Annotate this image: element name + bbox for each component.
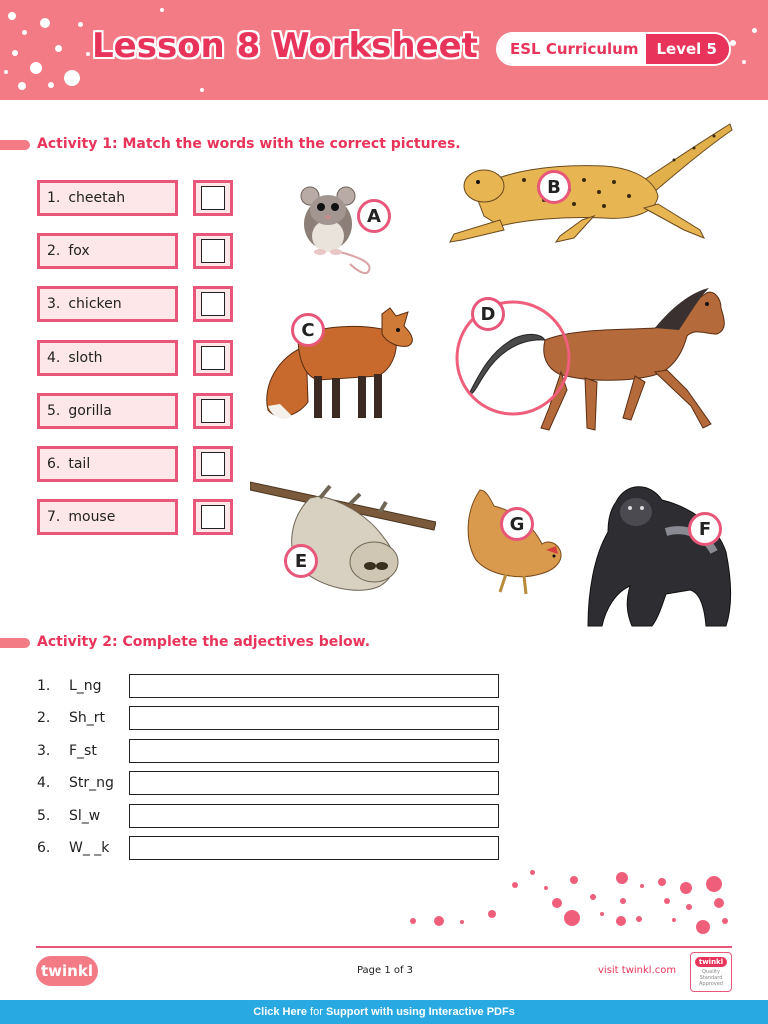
level-label: Level 5 (646, 34, 728, 64)
letter-badge-g: G (500, 507, 534, 541)
answer-input[interactable] (201, 292, 225, 316)
answer-box-mouse (193, 499, 233, 535)
answer-box-cheetah (193, 180, 233, 216)
page-number: Page 1 of 3 (356, 965, 414, 976)
adjective-number: 5. (37, 807, 51, 824)
word-label: chicken (68, 296, 122, 313)
word-label: gorilla (68, 402, 112, 419)
word-number: 2. (47, 243, 61, 260)
support-link[interactable]: Support with using Interactive PDFs (325, 1006, 515, 1018)
answer-input[interactable] (201, 452, 225, 476)
adjective-word: Str_ng (69, 775, 114, 792)
adjective-word: Sl_w (69, 807, 101, 824)
letter-badge-f: F (688, 512, 722, 546)
adjective-answer-input[interactable] (129, 739, 499, 763)
adjective-word: Sh_rt (69, 710, 106, 727)
word-number: 3. (47, 296, 61, 313)
support-bar-for: for (307, 1006, 326, 1018)
page-title: Lesson 8 Worksheet (92, 26, 478, 66)
twinkl-logo: twinkl (36, 956, 98, 986)
adjective-answer-input[interactable] (129, 804, 499, 828)
activity2-marker (0, 638, 30, 648)
visit-link[interactable]: visit twinkl.com (598, 965, 677, 976)
word-label: cheetah (68, 190, 126, 206)
answer-box-tail (193, 446, 233, 482)
activity2-title: Activity 2: Complete the adjectives below. (37, 634, 371, 650)
letter-badge-d: D (471, 297, 505, 331)
adjective-answer-input[interactable] (129, 706, 499, 730)
answer-input[interactable] (201, 346, 225, 370)
curriculum-badge (496, 32, 731, 66)
adjective-word: F_st (69, 742, 97, 759)
word-number: 6. (47, 456, 61, 472)
adjective-answer-input[interactable] (129, 771, 499, 795)
word-number: 5. (47, 402, 61, 419)
word-box-mouse (37, 499, 178, 535)
quality-badge-logo: twinkl (695, 957, 727, 967)
adjective-number: 2. (37, 710, 51, 727)
word-box-gorilla (37, 393, 178, 429)
letter-badge-c: C (291, 313, 325, 347)
answer-box-chicken (193, 286, 233, 322)
answer-box-gorilla (193, 393, 233, 429)
word-label: mouse (68, 509, 116, 526)
adjective-number: 1. (37, 678, 51, 694)
adjective-row (37, 706, 129, 730)
word-number: 1. (47, 190, 61, 206)
word-box-chicken (37, 286, 178, 322)
curriculum-label: ESL Curriculum (498, 34, 646, 64)
header-banner (0, 0, 768, 100)
sloth-illustration (250, 478, 436, 602)
click-here-link[interactable]: Click Here (253, 1006, 307, 1018)
adjective-number: 6. (37, 840, 51, 856)
quality-badge-text: Quality Standard Approved (699, 969, 723, 987)
adjective-word: W_ _k (69, 840, 110, 856)
adjective-row (37, 771, 129, 795)
answer-box-sloth (193, 340, 233, 376)
answer-input[interactable] (201, 505, 225, 529)
adjective-number: 4. (37, 775, 51, 792)
fox-illustration (258, 306, 422, 424)
word-number: 4. (47, 349, 61, 366)
word-label: fox (68, 243, 90, 260)
answer-input[interactable] (201, 239, 225, 263)
adjective-row (37, 836, 129, 860)
word-label: tail (68, 456, 91, 472)
adjective-number: 3. (37, 742, 51, 759)
letter-badge-a: A (357, 199, 391, 233)
word-box-cheetah (37, 180, 178, 216)
adjective-row (37, 804, 129, 828)
word-box-fox (37, 233, 178, 269)
adjective-row (37, 674, 129, 698)
adjective-answer-input[interactable] (129, 674, 499, 698)
quality-badge (690, 952, 732, 992)
letter-badge-b: B (537, 170, 571, 204)
activity1-title: Activity 1: Match the words with the correct pictures. (37, 136, 461, 152)
footer-divider (36, 946, 732, 948)
adjective-word: L_ng (69, 678, 102, 694)
support-bar[interactable] (0, 1000, 768, 1024)
word-box-sloth (37, 340, 178, 376)
word-box-tail (37, 446, 178, 482)
answer-box-fox (193, 233, 233, 269)
word-number: 7. (47, 509, 61, 526)
letter-badge-e: E (284, 544, 318, 578)
word-label: sloth (68, 349, 103, 366)
answer-input[interactable] (201, 186, 225, 210)
activity1-marker (0, 140, 30, 150)
adjective-answer-input[interactable] (129, 836, 499, 860)
gorilla-illustration (586, 482, 736, 630)
answer-input[interactable] (201, 399, 225, 423)
adjective-row (37, 739, 129, 763)
cheetah-illustration (444, 120, 734, 252)
